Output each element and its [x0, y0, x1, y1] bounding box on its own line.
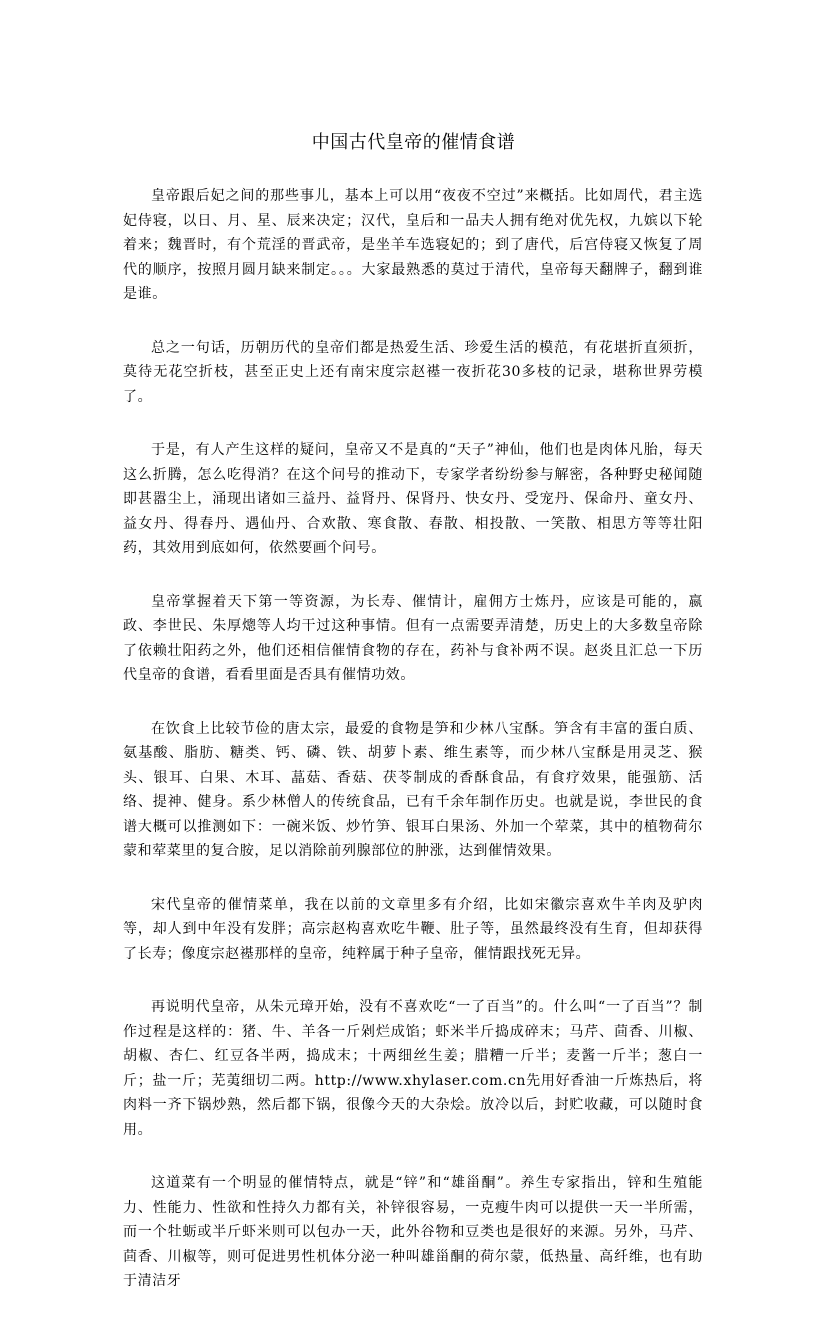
paragraph-8: 这道菜有一个明显的催情特点，就是“锌”和“雄甾酮”。养生专家指出，锌和生殖能力、性能力、性欲和性持久力都有关，补锌很容易，一克瘦牛肉可以提供一天一半所需，而一个牡蛎或半斤虾米则可以包办一天，此外谷物和豆类也是很好的来源。另外，马芹、茴香、川椒等，则可促进男性机体分泌一种叫雄甾酮的荷尔蒙，低热量、高纤维，也有助于清洁牙: [123, 1175, 703, 1289]
article-body: [123, 184, 703, 1323]
paragraph-3: 于是，有人产生这样的疑问，皇帝又不是真的“天子”神仙，他们也是肉体凡胎，每天这么折腾，怎么吃得消？在这个问号的推动下，专家学者纷纷参与解密，各种野史秘闻随即甚嚣尘上，涌现出诸如三益丹、益肾丹、保肾丹、快女丹、受宠丹、保命丹、童女丹、益女丹、得春丹、遇仙丹、合欢散、寒食散、春散、相投散、一笑散、相思方等等壮阳药，其效用到底如何，依然要画个问号。: [123, 442, 703, 556]
page-title: 中国古代皇帝的催情食谱: [311, 132, 516, 153]
paragraph-1: 皇帝跟后妃之间的那些事儿，基本上可以用“夜夜不空过”来概括。比如周代，君主选妃侍寝，以日、月、星、辰来决定；汉代，皇后和一品夫人拥有绝对优先权，九嫔以下轮着来；魏晋时，有个荒淫的晋武帝，是坐羊车选寝妃的；到了唐代，后宫侍寝又恢复了周代的顺序，按照月圆月缺来制定。。。大家最熟悉的莫过于清代，皇帝每天翻牌子，翻到谁是谁。: [123, 188, 703, 302]
paragraph-7: 再说明代皇帝，从朱元璋开始，没有不喜欢吃“一了百当”的。什么叫“一了百当”？制作过程是这样的：猪、牛、羊各一斤剁烂成馅；虾米半斤捣成碎末；马芹、茴香、川椒、胡椒、杏仁、红豆各半两，捣成末；十两细丝生姜；腊糟一斤半；麦酱一斤半；葱白一斤；盐一斤；芜荑细切二两。http://www.xhylaser.com.cn先用好香油一斤炼热后，将肉料一齐下锅炒熟，然后都下锅，很像今天的大杂烩。放冷以后，封贮收藏，可以随时食用。: [123, 999, 703, 1138]
paragraph-6: 宋代皇帝的催情菜单，我在以前的文章里多有介绍，比如宋徽宗喜欢牛羊肉及驴肉等，却人到中年没有发胖；高宗赵构喜欢吃牛鞭、肚子等，虽然最终没有生育，但却获得了长寿；像度宗赵禥那样的皇帝，纯粹属于种子皇帝，催情跟找死无异。: [123, 896, 703, 962]
paragraph-2: 总之一句话，历朝历代的皇帝们都是热爱生活、珍爱生活的模范，有花堪折直须折，莫待无花空折枝，甚至正史上还有南宋度宗赵禥一夜折花30多枝的记录，堪称世界劳模了。: [123, 339, 703, 405]
paragraph-5: 在饮食上比较节俭的唐太宗，最爱的食物是笋和少林八宝酥。笋含有丰富的蛋白质、氨基酸、脂肪、糖类、钙、磷、铁、胡萝卜素、维生素等，而少林八宝酥是用灵芝、猴头、银耳、白果、木耳、蕌菇、香菇、茯苓制成的香酥食品，有食疗效果，能强筋、活络、提神、健身。系少林僧人的传统食品，已有千余年制作历史。也就是说，李世民的食谱大概可以推测如下：一碗米饭、炒竹笋、银耳白果汤、外加一个荤菜，其中的植物荷尔蒙和荤菜里的复合胺，足以消除前列腺部位的肿涨，达到催情效果。: [123, 720, 703, 859]
paragraph-4: 皇帝掌握着天下第一等资源，为长寿、催情计，雇佣方士炼丹，应该是可能的，嬴政、李世民、朱厚熜等人均干过这种事情。但有一点需要弄清楚，历史上的大多数皇帝除了依赖壮阳药之外，他们还相信催情食物的存在，药补与食补两不误。赵炎且汇总一下历代皇帝的食谱，看看里面是否具有催情功效。: [123, 593, 703, 683]
